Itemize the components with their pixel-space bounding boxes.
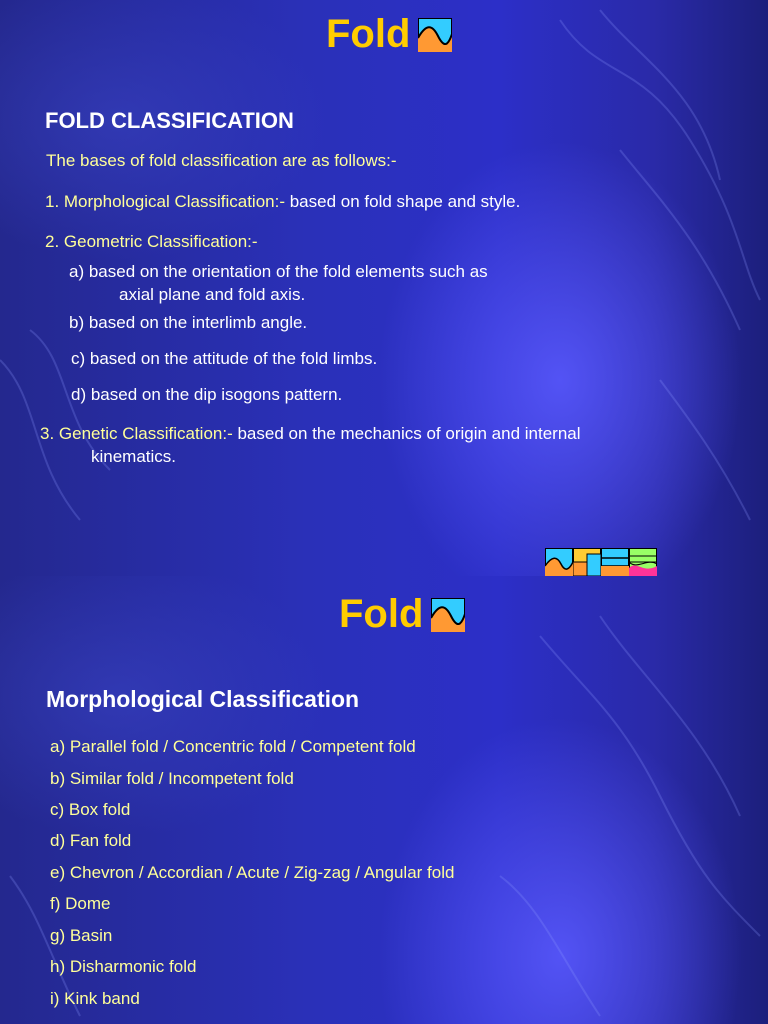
list-item: g) Basin bbox=[50, 926, 113, 945]
block-icon-1 bbox=[545, 548, 573, 576]
section-heading: Morphological Classification bbox=[46, 686, 360, 712]
list-item: f) Dome bbox=[50, 894, 111, 913]
list-item: c) Box fold bbox=[50, 800, 131, 819]
item-3-text: based on the mechanics of origin and internal bbox=[232, 424, 581, 443]
item-3 bbox=[40, 424, 581, 444]
fold-blocks-icon bbox=[545, 548, 657, 576]
item-2c: c) based on the attitude of the fold limbs. bbox=[71, 349, 378, 368]
item-2b: b) based on the interlimb angle. bbox=[69, 313, 308, 332]
slide-2 bbox=[0, 576, 768, 1024]
block-icon-4 bbox=[629, 548, 657, 576]
item-2a-line1: a) based on the orientation of the fold elements such as bbox=[69, 262, 488, 281]
list-item: e) Chevron / Accordian / Acute / Zig-zag / Angular fold bbox=[50, 863, 455, 882]
item-1 bbox=[45, 192, 520, 212]
intro-text: The bases of fold classification are as follows:- bbox=[46, 151, 397, 170]
item-2a-line2: axial plane and fold axis. bbox=[119, 285, 306, 304]
section-heading: FOLD CLASSIFICATION bbox=[45, 108, 294, 133]
item-3-label: 3. Genetic Classification:- bbox=[40, 424, 233, 443]
slide-title bbox=[326, 12, 452, 57]
fold-wave-icon bbox=[431, 598, 465, 632]
item-1-label: 1. Morphological Classification:- bbox=[45, 192, 285, 211]
fold-wave-icon bbox=[418, 18, 452, 52]
list-item: b) Similar fold / Incompetent fold bbox=[50, 769, 294, 788]
list-item: a) Parallel fold / Concentric fold / Competent fold bbox=[50, 737, 416, 756]
list-item: i) Kink band bbox=[50, 989, 140, 1008]
list-item: h) Disharmonic fold bbox=[50, 957, 197, 976]
item-2d: d) based on the dip isogons pattern. bbox=[71, 385, 343, 404]
list-item: d) Fan fold bbox=[50, 831, 132, 850]
item-1-text: based on fold shape and style. bbox=[285, 192, 521, 211]
item-3-text-cont: kinematics. bbox=[91, 447, 177, 466]
item-2-label: 2. Geometric Classification:- bbox=[45, 232, 258, 251]
slide-title-text: Fold bbox=[339, 592, 424, 636]
block-icon-2 bbox=[573, 548, 601, 576]
slide-title-text: Fold bbox=[326, 12, 411, 56]
block-icon-3 bbox=[601, 548, 629, 576]
slide-title bbox=[339, 592, 465, 637]
